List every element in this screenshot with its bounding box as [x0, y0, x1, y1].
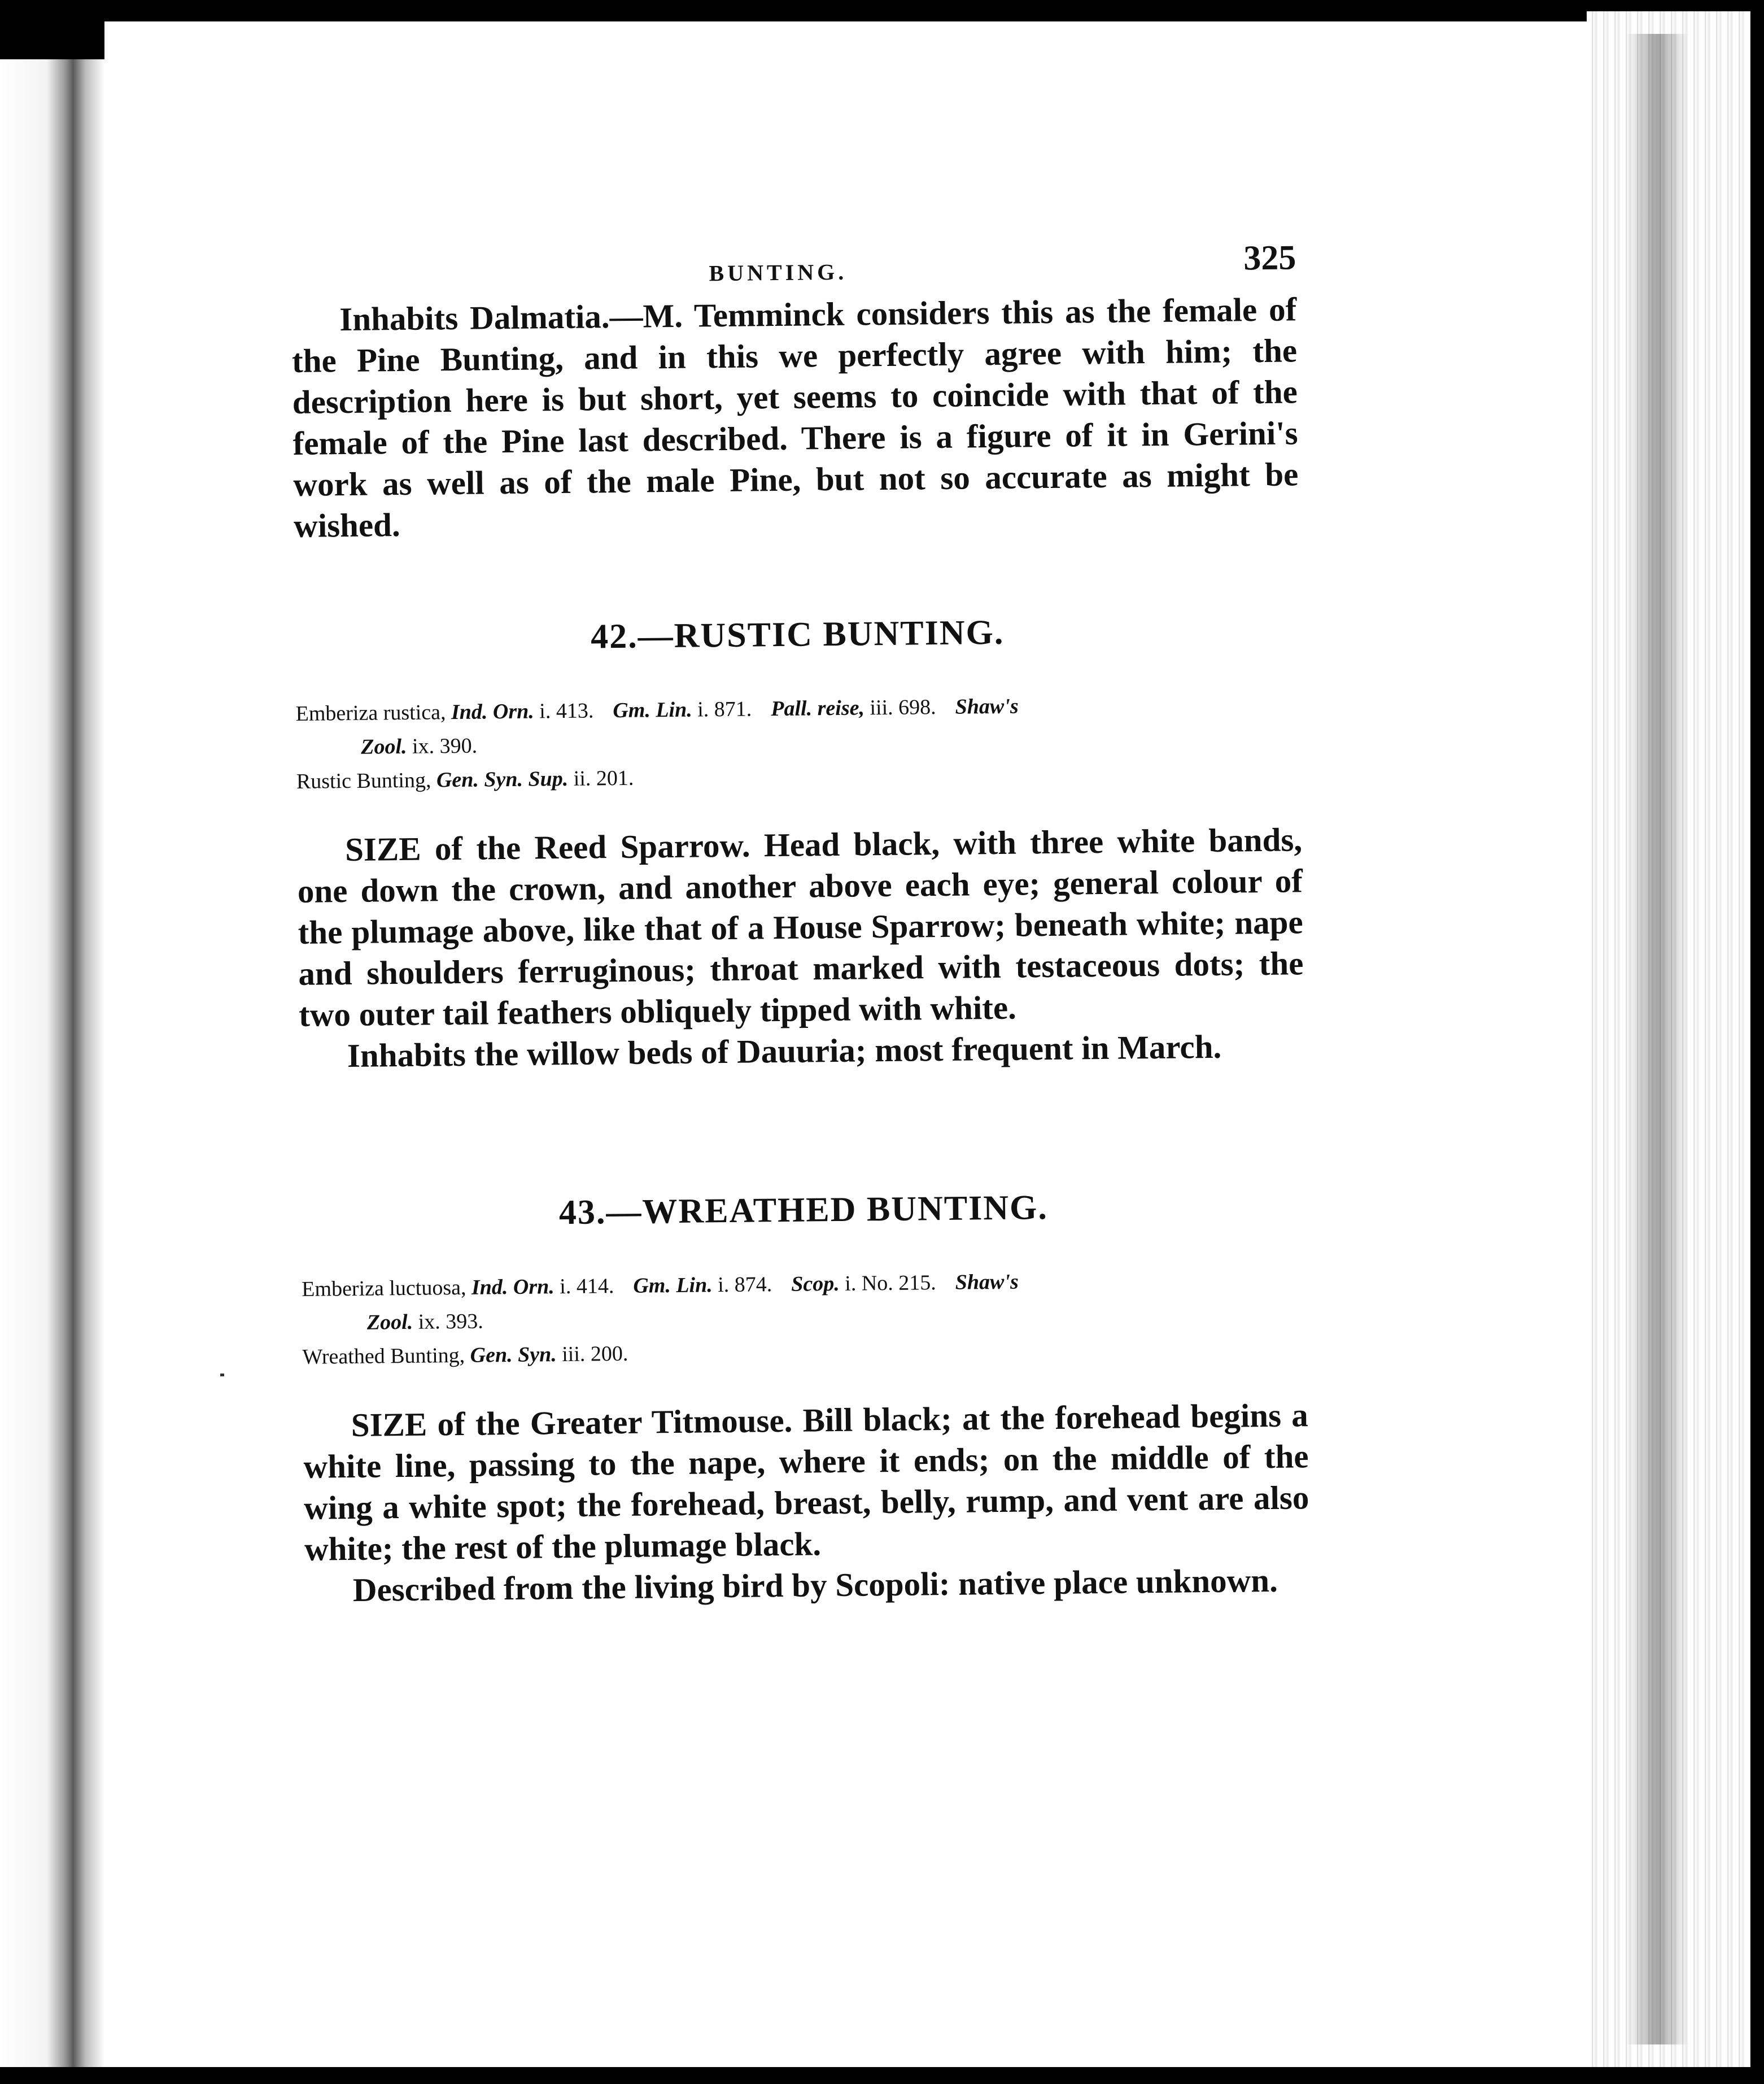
- synonymy-text: Wreathed Bunting,: [302, 1343, 470, 1369]
- section-gap: [299, 1066, 1305, 1196]
- synonymy-reference: Gm. Lin.: [633, 1273, 713, 1298]
- synonymy-text: iii. 200.: [556, 1341, 628, 1367]
- synonymy-reference: Gen. Syn.: [470, 1342, 557, 1367]
- synonymy-reference: Shaw's: [955, 1270, 1019, 1294]
- synonymy-text: i. 871.: [692, 697, 752, 722]
- synonymy-reference: Ind. Orn.: [451, 699, 534, 725]
- synonymy-text: Emberiza rustica,: [295, 700, 452, 726]
- synonymy-text: i. 414.: [554, 1274, 614, 1299]
- section-gap: [294, 536, 1300, 620]
- synonymy-reference: Ind. Orn.: [471, 1275, 555, 1300]
- synonymy-text: iii. 698.: [864, 695, 936, 720]
- species-habitat: Described from the living bird by Scopoli: native place unknown.: [352, 1561, 1278, 1608]
- species-habitat: Inhabits the willow beds of Dauuria; most frequent in March.: [347, 1027, 1222, 1075]
- synonymy-reference: Pall. reise,: [771, 696, 865, 721]
- synonymy-reference: Zool.: [361, 734, 407, 759]
- synonymy-text: ix. 390.: [407, 734, 478, 758]
- species-entries: [294, 536, 1311, 1611]
- synonymy-block: [302, 1262, 1308, 1374]
- synonymy-text: ix. 393.: [412, 1309, 483, 1334]
- synonymy-reference: Zool.: [366, 1310, 413, 1335]
- species-description: SIZE of the Reed Sparrow. Head black, with three white bands, one down the crown, and another above each eye; general colour of the plumage above, like that of a House Sparrow; beneath white; nape and shoulders ferruginous; throat marked with testaceous dots; the two outer tail feathers obliquely tipped with white.: [297, 821, 1304, 1034]
- synonymy-text: ii. 201.: [568, 766, 634, 791]
- left-page-binding: [0, 59, 104, 2067]
- page-edges-shadow: [1626, 34, 1688, 2044]
- species-description: SIZE of the Greater Titmouse. Bill black; at the forehead begins a white line, passing to the nape, where it ends; on the middle of the wing a white spot; the forehead, breast, belly, rump, and vent are also white; the rest of the plumage black.: [303, 1396, 1309, 1568]
- synonymy-text: i. No. 215.: [839, 1271, 937, 1296]
- synonymy-text: i. 413.: [534, 699, 594, 723]
- running-head: [291, 238, 1296, 299]
- synonymy-reference: Gm. Lin.: [613, 697, 692, 723]
- synonymy-block: [295, 686, 1302, 799]
- running-title: BUNTING.: [709, 259, 848, 286]
- page-number: 325: [1243, 238, 1296, 278]
- speck-mark: [220, 1374, 224, 1376]
- page-text: [291, 238, 1310, 1611]
- synonymy-reference: Shaw's: [955, 694, 1019, 719]
- synonymy-reference: Scop.: [791, 1271, 840, 1296]
- synonymy-reference: Gen. Syn. Sup.: [436, 766, 569, 792]
- synonymy-text: i. 874.: [712, 1272, 772, 1297]
- species-heading: 43.—WREATHED BUNTING.: [558, 1188, 1049, 1232]
- synonymy-text: Rustic Bunting,: [296, 768, 437, 794]
- species-heading: 42.—RUSTIC BUNTING.: [590, 613, 1005, 656]
- synonymy-text: Emberiza luctuosa,: [302, 1275, 472, 1301]
- continuation-paragraph: Inhabits Dalmatia.—M. Temminck considers this as the female of the Pine Bunting, and in this we perfectly agree with him; the description here is but short, yet seems to coincide with that of the female of the Pine last described. There is a figure of it in Gerini's work as well as of the male Pine, but not so accurate as might be wished.: [291, 290, 1299, 544]
